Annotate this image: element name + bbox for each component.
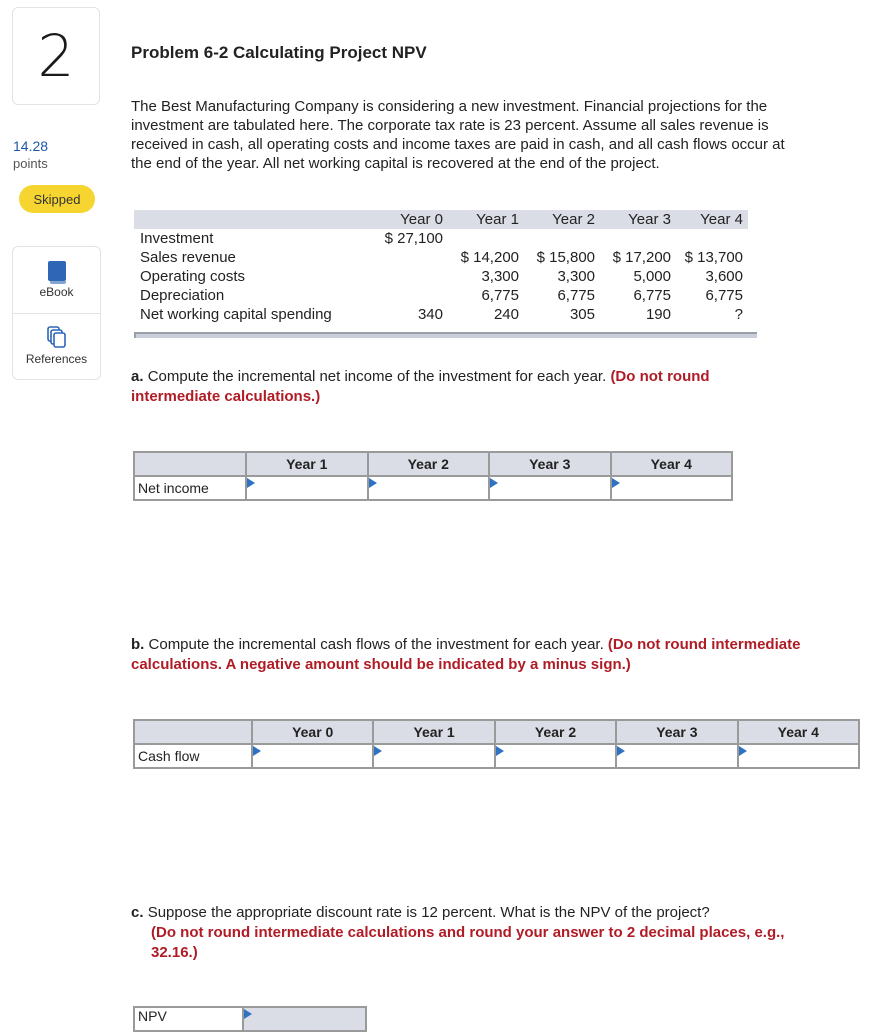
projections-header-row (134, 210, 748, 229)
cell-value: 340 (417, 306, 443, 323)
row-label: Net working capital spending (140, 306, 332, 323)
header-cell: Year 2 (495, 720, 616, 744)
net-income-year3-input[interactable] (490, 477, 610, 499)
header-cell (134, 210, 370, 229)
cash-flow-year2-cell (495, 744, 616, 768)
cell-value: $ 15,800 (536, 249, 595, 266)
cell-value: ? (734, 306, 743, 323)
header-cell: Year 0 (370, 210, 448, 229)
problem-intro: The Best Manufacturing Company is considering a new investment. Financial projections for the investment are tabulated here. The corporate tax rate is 23 percent. Assume all sales revenue is received in cash, all operating costs and income taxes are paid in cash, and all cash flows occur at the end of the year. All net working capital is recovered at the end of the project. (131, 98, 785, 172)
problem-title: Problem 6-2 Calculating Project NPV (131, 43, 427, 62)
status-badge: Skipped (19, 185, 95, 213)
table-row (134, 286, 748, 305)
cell-value: $ 13,700 (684, 249, 743, 266)
net-income-table (133, 451, 733, 501)
cash-flow-table (133, 719, 860, 769)
cell-value: 6,775 (481, 287, 519, 304)
header-cell: Year 3 (600, 210, 676, 229)
header-cell (134, 720, 252, 744)
part-c-text: Suppose the appropriate discount rate is 12 percent. What is the NPV of the project? (147, 904, 710, 921)
header-cell: Year 4 (738, 720, 859, 744)
cell-value: 3,300 (481, 268, 519, 285)
cash-flow-year3-input[interactable] (617, 745, 736, 767)
cash-flow-year1-cell (373, 744, 494, 768)
cell-value: 190 (645, 306, 671, 323)
cash-flow-row (134, 744, 859, 768)
header-cell: Year 3 (489, 452, 611, 476)
part-a-letter: a. (131, 368, 144, 385)
references-button[interactable] (13, 314, 100, 380)
row-label: Sales revenue (140, 249, 236, 266)
points-label: points (13, 156, 48, 171)
header-cell: Year 2 (368, 452, 490, 476)
header-cell: Year 1 (373, 720, 494, 744)
tools-panel (12, 246, 101, 380)
net-income-header-row (134, 452, 732, 476)
table-row (134, 229, 748, 248)
net-income-year4-cell (611, 476, 733, 500)
projections-table (134, 210, 748, 324)
part-a-text: Compute the incremental net income of the investment for each year. (147, 368, 607, 385)
cash-flow-year2-input[interactable] (496, 745, 615, 767)
net-income-year3-cell (489, 476, 611, 500)
row-label: Cash flow (134, 744, 252, 768)
cash-flow-year4-input[interactable] (739, 745, 858, 767)
cash-flow-year4-cell (738, 744, 859, 768)
question-number: 2 (12, 7, 100, 105)
net-income-year2-cell (368, 476, 490, 500)
table-row (134, 248, 748, 267)
npv-row (134, 1007, 366, 1031)
cell-value (370, 286, 448, 305)
part-a-prompt (131, 367, 801, 407)
header-cell: Year 1 (448, 210, 524, 229)
cash-flow-year0-cell (252, 744, 373, 768)
net-income-year4-input[interactable] (612, 477, 732, 499)
header-cell: Year 3 (616, 720, 737, 744)
net-income-year2-input[interactable] (369, 477, 489, 499)
net-income-row (134, 476, 732, 500)
cash-flow-header-row (134, 720, 859, 744)
cell-value (600, 229, 676, 248)
part-c-letter: c. (131, 904, 144, 921)
cell-value: 305 (569, 306, 595, 323)
part-b-letter: b. (131, 636, 145, 653)
row-label: Net income (134, 476, 246, 500)
references-label: References (25, 352, 88, 366)
row-label: Operating costs (140, 268, 246, 285)
cell-value: 6,775 (705, 287, 743, 304)
npv-table (133, 1006, 367, 1032)
npv-cell (243, 1007, 366, 1031)
part-b-instruction: (Do not round intermediate calculations. A negative amount should be indicated by a minus sign.) (131, 636, 801, 673)
table-row (134, 305, 748, 324)
ebook-label: eBook (39, 285, 74, 299)
header-cell (134, 452, 246, 476)
header-cell: Year 0 (252, 720, 373, 744)
cash-flow-year0-input[interactable] (253, 745, 372, 767)
row-label: NPV (134, 1007, 243, 1031)
cell-value: $ 14,200 (460, 249, 519, 266)
table-row (134, 267, 748, 286)
part-b-prompt (131, 635, 801, 675)
cell-value (370, 248, 448, 267)
cell-value (676, 229, 748, 248)
ebook-button[interactable] (13, 247, 100, 314)
cell-value: 240 (493, 306, 519, 323)
cell-value: 6,775 (557, 287, 595, 304)
part-a-instruction: (Do not round intermediate calculations.) (131, 368, 710, 405)
part-c-instruction: (Do not round intermediate calculations and round your answer to 2 decimal places, e.g., 32.16.) (151, 924, 785, 961)
net-income-year1-input[interactable] (247, 477, 367, 499)
references-icon (47, 326, 67, 348)
header-cell: Year 1 (246, 452, 368, 476)
header-cell: Year 2 (524, 210, 600, 229)
row-label: Investment (140, 230, 214, 247)
cell-value (524, 229, 600, 248)
header-cell: Year 4 (676, 210, 748, 229)
part-b-text: Compute the incremental cash flows of the investment for each year. (148, 636, 604, 653)
cell-value: 3,600 (705, 268, 743, 285)
cell-value: 6,775 (633, 287, 671, 304)
points-value: 14.28 (13, 138, 49, 154)
cell-value (370, 267, 448, 286)
cash-flow-year1-input[interactable] (374, 745, 493, 767)
cell-value (448, 229, 524, 248)
npv-input[interactable] (244, 1008, 365, 1030)
cell-value: 3,300 (557, 268, 595, 285)
header-cell: Year 4 (611, 452, 733, 476)
cell-value: 5,000 (633, 268, 671, 285)
net-income-year1-cell (246, 476, 368, 500)
table-divider (134, 332, 757, 338)
row-label: Depreciation (140, 287, 225, 304)
part-c-prompt (131, 903, 801, 963)
cash-flow-year3-cell (616, 744, 737, 768)
cell-value: $ 17,200 (612, 249, 671, 266)
book-icon (48, 261, 66, 281)
cell-value: $ 27,100 (384, 230, 443, 247)
